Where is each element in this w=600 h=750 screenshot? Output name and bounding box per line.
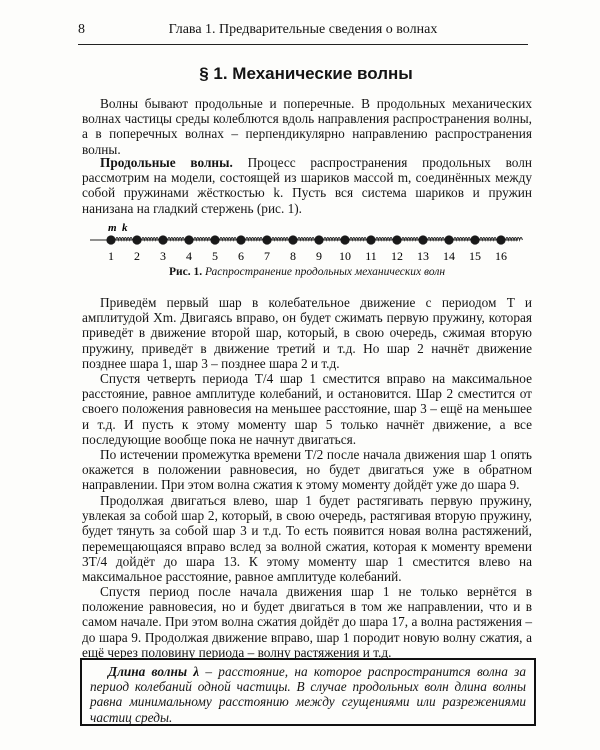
- caption-lead: Рис. 1.: [168, 266, 203, 278]
- spring: [168, 238, 185, 241]
- ball: [470, 235, 479, 244]
- paragraph-body: Процесс распространения продольных волн рассмотрим на модели, состоящей из шариков массой m, соединённых между собой пружинами жёсткостью k. Пусть вся система шариков и пружин нанизана на гладкий стержень (рис. 1).: [82, 155, 533, 216]
- paragraph-intro: Волны бывают продольные и поперечные. В продольных механических волнах частицы среды колеблются вдоль направления распространения волны, а в поперечных волнах – перпендикулярно направлению распространения волны.: [82, 96, 532, 157]
- ball: [132, 235, 141, 244]
- ball-number: 4: [186, 249, 192, 263]
- definition-text: – расстояние, на которое распространится волна за период колебаний одной частицы. В случае продольных волн длина волны равна минимальному расстоянию между сгущениями или разрежениями частиц среды.: [90, 664, 526, 725]
- ball-number: 14: [443, 249, 455, 263]
- ball-number: 13: [417, 249, 429, 263]
- ball: [236, 235, 245, 244]
- spring: [194, 238, 211, 241]
- spring: [376, 238, 393, 241]
- paragraph-lead: Продольные волны.: [100, 155, 233, 170]
- spring: [116, 238, 133, 241]
- spring: [428, 238, 445, 241]
- ball: [366, 235, 375, 244]
- spring: [402, 238, 419, 241]
- ball: [340, 235, 349, 244]
- paragraph-step-4: Продолжая двигаться влево, шар 1 будет растягивать первую пружину, увлекая за собой шар 2, который, в свою очередь, растягивая вторую пружину, будет тянуть за собой шар 3 и т.д. То есть появится новая волна растяжений, перемещающаяся вправо вслед за волной сжатия, которая к моменту времени 3T/4 дойдёт до шара 13. К этому моменту шар 1 сместится влево на максимальное расстояние, равное амплитуде колебаний.: [82, 493, 532, 585]
- spring: [142, 238, 159, 241]
- paragraph-longitudinal: [82, 155, 532, 216]
- spring: [454, 238, 471, 241]
- ball: [392, 235, 401, 244]
- ball: [262, 235, 271, 244]
- ball: [444, 235, 453, 244]
- ball-number: 1: [108, 249, 114, 263]
- ball-number: 9: [316, 249, 322, 263]
- ball: [288, 235, 297, 244]
- running-header: [78, 22, 528, 45]
- caption-text: Распространение продольных механических волн: [202, 266, 446, 278]
- section-title: § 1. Механические волны: [199, 64, 413, 83]
- paragraph-step-3: По истечении промежутка времени T/2 после начала движения шар 1 опять окажется в положении равновесия, но будет двигаться уже в обратном направлении. При этом волна сжатия к этому моменту дойдёт уже до шара 9.: [82, 447, 532, 493]
- definition-lead: Длина волны λ: [108, 664, 200, 679]
- ball-number: 8: [290, 249, 296, 263]
- running-title: Глава 1. Предварительные сведения о волнах: [168, 22, 438, 37]
- ball: [184, 235, 193, 244]
- spring: [220, 238, 237, 241]
- spring: [324, 238, 341, 241]
- ball-number: 6: [238, 249, 244, 263]
- spring: [350, 238, 367, 241]
- ball-number: 11: [365, 249, 377, 263]
- ball: [314, 235, 323, 244]
- ball: [106, 235, 115, 244]
- definition-box: [80, 658, 536, 726]
- ball-number: 5: [212, 249, 218, 263]
- ball-number: 7: [264, 249, 270, 263]
- paragraph-step-5: Спустя период после начала движения шар 1 не только вернётся в положение равновесия, но и будет двигаться в том же направлении, что и в самом начале. При этом волна сжатия дойдёт до шара 17, а волна растяжения – до шара 9. Продолжая движение вправо, шар 1 породит новую волну сжатия, а ещё через половину периода – волну растяжения и т.д.: [82, 584, 532, 660]
- spring-label: k: [122, 222, 128, 234]
- mass-label: m: [108, 222, 117, 234]
- spring: [506, 238, 523, 241]
- chain-elements: [90, 235, 522, 263]
- ball: [210, 235, 219, 244]
- ball-number: 10: [339, 249, 351, 263]
- spring: [480, 238, 497, 241]
- ball: [418, 235, 427, 244]
- ball-number: 3: [160, 249, 166, 263]
- spring: [272, 238, 289, 241]
- page-number: 8: [78, 22, 85, 37]
- ball-number: 16: [495, 249, 507, 263]
- ball-number: 15: [469, 249, 481, 263]
- spring: [298, 238, 315, 241]
- spring: [246, 238, 263, 241]
- ball: [158, 235, 167, 244]
- figure-caption: [82, 266, 532, 278]
- paragraph-step-1: Приведём первый шар в колебательное движение с периодом T и амплитудой Xm. Двигаясь вправо, он будет сжимать первую пружину, которая приведёт в движение второй шар, который, в свою очередь, сжимая вторую пружину, приведёт в движение третий и т.д. Но шар 2 начнёт движение позднее шара 1, шар 3 – позднее шара 2 и т.д.: [82, 295, 532, 371]
- ball-number: 2: [134, 249, 140, 263]
- paragraph-step-2: Спустя четверть периода T/4 шар 1 сместится вправо на максимальное расстояние, равное амплитуде колебаний, и остановится. Шар 2 сместится от своего положения равновесия на меньшее расстояние, шар 3 – ещё на меньшее и т.д. И пусть к этому моменту шар 5 только начнёт движение, а все последующие вообще пока не начнут двигаться.: [82, 371, 532, 447]
- ball: [496, 235, 505, 244]
- ball-number: 12: [391, 249, 403, 263]
